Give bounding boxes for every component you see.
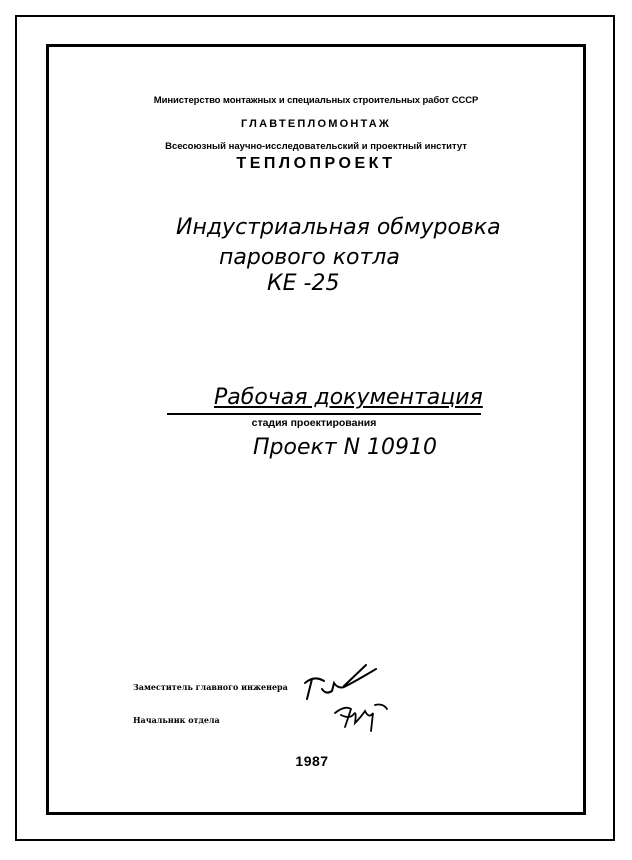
institute-description: Всесоюзный научно-исследовательский и проектный институт: [165, 141, 467, 152]
year: 1987: [295, 753, 329, 769]
page-frame: [46, 44, 586, 815]
head-signature: [331, 697, 391, 737]
project-number: Проект N 10910: [253, 435, 438, 460]
title-divider: [167, 413, 481, 415]
title-line-2: парового котла: [219, 245, 400, 270]
document-type: Рабочая документация: [214, 385, 483, 410]
institute-name: ТЕПЛОПРОЕКТ: [236, 155, 396, 172]
department-head-label: Начальник отдела: [133, 715, 220, 725]
department-name: ГЛАВТЕПЛОМОНТАЖ: [241, 118, 391, 130]
title-line-1: Индустриальная обмуровка: [176, 215, 501, 240]
ministry-name: Министерство монтажных и специальных строительных работ СССР: [153, 95, 479, 106]
title-line-3: КЕ -25: [267, 271, 340, 296]
deputy-chief-engineer-label: Заместитель главного инженера: [133, 682, 288, 692]
design-stage: стадия проектирования: [251, 417, 377, 429]
